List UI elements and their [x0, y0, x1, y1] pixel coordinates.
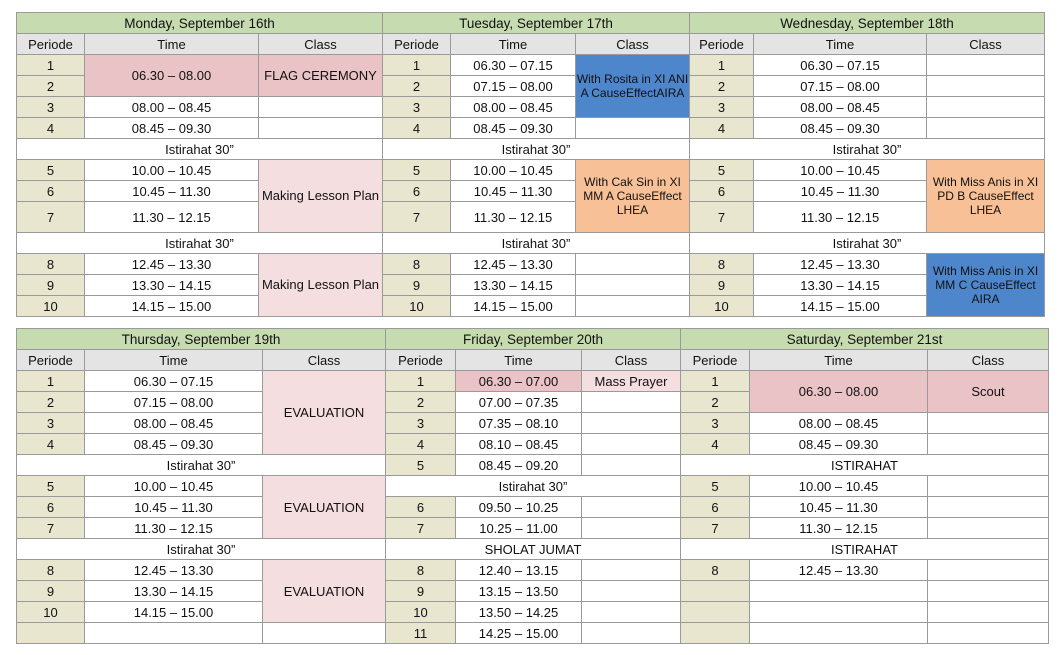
- break-row: Istirahat 30”: [690, 233, 1045, 254]
- period-cell: 4: [383, 118, 451, 139]
- period-cell: 6: [386, 497, 456, 518]
- break-row: ISTIRAHAT: [681, 539, 1049, 560]
- time-cell: 12.40 – 13.15: [456, 560, 582, 581]
- time-cell: 08.00 – 08.45: [451, 97, 576, 118]
- time-cell: 06.30 – 07.15: [85, 371, 263, 392]
- class-cell: [928, 497, 1049, 518]
- time-cell: 10.25 – 11.00: [456, 518, 582, 539]
- column-header-periode: Periode: [690, 34, 754, 55]
- period-cell: 4: [17, 434, 85, 455]
- break-row: Istirahat 30”: [690, 139, 1045, 160]
- period-cell: 8: [17, 560, 85, 581]
- time-cell: 06.30 – 07.15: [451, 55, 576, 76]
- period-cell: 3: [17, 97, 85, 118]
- period-cell: [17, 623, 85, 644]
- class-cell: [263, 623, 386, 644]
- time-cell: 12.45 – 13.30: [451, 254, 576, 275]
- period-cell: 5: [681, 476, 750, 497]
- day-title-tuesday: Tuesday, September 17th: [383, 13, 690, 34]
- period-cell: 8: [383, 254, 451, 275]
- time-cell: 13.30 – 14.15: [451, 275, 576, 296]
- class-cell: With Miss Anis in XI MM C CauseEffect AIRA: [927, 254, 1045, 317]
- class-cell: [582, 434, 681, 455]
- period-cell: 6: [681, 497, 750, 518]
- time-cell: 10.00 – 10.45: [451, 160, 576, 181]
- time-cell: 07.15 – 08.00: [451, 76, 576, 97]
- period-cell: 4: [17, 118, 85, 139]
- time-cell: 08.45 – 09.30: [750, 434, 928, 455]
- time-cell: [85, 623, 263, 644]
- class-cell: Making Lesson Plan: [259, 160, 383, 233]
- class-cell: [576, 254, 690, 275]
- time-cell: [750, 623, 928, 644]
- class-cell: [928, 581, 1049, 602]
- period-cell: 5: [690, 160, 754, 181]
- day-title-wednesday: Wednesday, September 18th: [690, 13, 1045, 34]
- period-cell: 10: [17, 296, 85, 317]
- break-row: SHOLAT JUMAT: [386, 539, 681, 560]
- class-cell: With Miss Anis in XI PD B CauseEffect LHEA: [927, 160, 1045, 233]
- period-cell: 3: [386, 413, 456, 434]
- column-header-time: Time: [85, 34, 259, 55]
- class-cell: EVALUATION: [263, 560, 386, 623]
- period-cell: 7: [690, 202, 754, 233]
- class-cell: [576, 296, 690, 317]
- day-title-friday: Friday, September 20th: [386, 329, 681, 350]
- class-cell: [928, 623, 1049, 644]
- column-header-time: Time: [451, 34, 576, 55]
- period-cell: 8: [690, 254, 754, 275]
- time-cell: 10.00 – 10.45: [750, 476, 928, 497]
- time-cell: 06.30 – 07.15: [754, 55, 927, 76]
- schedule-table-week2: [16, 328, 1049, 644]
- time-cell: 08.45 – 09.30: [85, 434, 263, 455]
- period-cell: 7: [386, 518, 456, 539]
- column-header-class: Class: [928, 350, 1049, 371]
- column-header-periode: Periode: [17, 350, 85, 371]
- period-cell: 3: [383, 97, 451, 118]
- time-cell: 07.35 – 08.10: [456, 413, 582, 434]
- break-row: Istirahat 30”: [17, 539, 386, 560]
- period-cell: 6: [17, 181, 85, 202]
- day-title-monday: Monday, September 16th: [17, 13, 383, 34]
- class-cell: [928, 476, 1049, 497]
- column-header-class: Class: [582, 350, 681, 371]
- period-cell: 4: [690, 118, 754, 139]
- break-row: Istirahat 30”: [386, 476, 681, 497]
- break-row: Istirahat 30”: [17, 233, 383, 254]
- period-cell: [681, 623, 750, 644]
- time-cell: 08.45 – 09.30: [451, 118, 576, 139]
- period-cell: 3: [17, 413, 85, 434]
- time-cell: 08.45 – 09.30: [754, 118, 927, 139]
- class-cell: [927, 97, 1045, 118]
- class-cell: [928, 413, 1049, 434]
- period-cell: 9: [17, 581, 85, 602]
- period-cell: 1: [17, 371, 85, 392]
- class-cell: [582, 455, 681, 476]
- period-cell: 5: [17, 476, 85, 497]
- period-cell: 10: [690, 296, 754, 317]
- class-cell: [582, 497, 681, 518]
- period-cell: 1: [17, 55, 85, 76]
- period-cell: 6: [17, 497, 85, 518]
- period-cell: 5: [17, 160, 85, 181]
- period-cell: 9: [386, 581, 456, 602]
- time-cell: 07.15 – 08.00: [754, 76, 927, 97]
- column-header-class: Class: [263, 350, 386, 371]
- time-cell: 11.30 – 12.15: [754, 202, 927, 233]
- time-cell: [750, 602, 928, 623]
- period-cell: 10: [386, 602, 456, 623]
- time-cell: 08.45 – 09.20: [456, 455, 582, 476]
- time-cell: 10.00 – 10.45: [85, 476, 263, 497]
- time-cell: 13.15 – 13.50: [456, 581, 582, 602]
- column-header-periode: Periode: [681, 350, 750, 371]
- time-cell: 12.45 – 13.30: [85, 560, 263, 581]
- column-header-class: Class: [927, 34, 1045, 55]
- class-cell: Making Lesson Plan: [259, 254, 383, 317]
- class-cell: [259, 97, 383, 118]
- period-cell: 3: [681, 413, 750, 434]
- time-cell: 09.50 – 10.25: [456, 497, 582, 518]
- period-cell: 8: [386, 560, 456, 581]
- period-cell: 10: [383, 296, 451, 317]
- class-cell: [928, 602, 1049, 623]
- time-cell: 11.30 – 12.15: [85, 202, 259, 233]
- time-cell: 12.45 – 13.30: [85, 254, 259, 275]
- period-cell: 5: [383, 160, 451, 181]
- time-cell: 14.15 – 15.00: [451, 296, 576, 317]
- time-cell: 06.30 – 08.00: [85, 55, 259, 97]
- class-cell: [928, 518, 1049, 539]
- period-cell: 11: [386, 623, 456, 644]
- period-cell: 5: [386, 455, 456, 476]
- class-cell: EVALUATION: [263, 371, 386, 455]
- class-cell: [582, 413, 681, 434]
- time-cell: 12.45 – 13.30: [754, 254, 927, 275]
- column-header-class: Class: [576, 34, 690, 55]
- class-cell: [582, 602, 681, 623]
- class-cell: [927, 55, 1045, 76]
- class-cell: [582, 518, 681, 539]
- period-cell: 1: [690, 55, 754, 76]
- class-cell: [927, 118, 1045, 139]
- class-cell: [582, 392, 681, 413]
- column-header-periode: Periode: [386, 350, 456, 371]
- time-cell: 10.00 – 10.45: [85, 160, 259, 181]
- column-header-class: Class: [259, 34, 383, 55]
- period-cell: 4: [386, 434, 456, 455]
- class-cell: [928, 434, 1049, 455]
- period-cell: 2: [681, 392, 750, 413]
- period-cell: 4: [681, 434, 750, 455]
- period-cell: 7: [383, 202, 451, 233]
- class-cell: [582, 623, 681, 644]
- period-cell: 6: [690, 181, 754, 202]
- period-cell: [681, 602, 750, 623]
- break-row: ISTIRAHAT: [681, 455, 1049, 476]
- time-cell: 14.15 – 15.00: [85, 296, 259, 317]
- day-title-thursday: Thursday, September 19th: [17, 329, 386, 350]
- time-cell: 10.45 – 11.30: [85, 181, 259, 202]
- column-header-periode: Periode: [17, 34, 85, 55]
- period-cell: [681, 581, 750, 602]
- class-cell: [582, 581, 681, 602]
- class-cell: EVALUATION: [263, 476, 386, 539]
- break-row: Istirahat 30”: [383, 139, 690, 160]
- period-cell: 2: [17, 392, 85, 413]
- class-cell: With Rosita in XI ANI A CauseEffectAIRA: [576, 55, 690, 118]
- class-cell: With Cak Sin in XI MM A CauseEffect LHEA: [576, 160, 690, 233]
- time-cell: 08.45 – 09.30: [85, 118, 259, 139]
- day-title-saturday: Saturday, September 21st: [681, 329, 1049, 350]
- period-cell: 8: [681, 560, 750, 581]
- period-cell: 9: [690, 275, 754, 296]
- time-cell: 14.15 – 15.00: [754, 296, 927, 317]
- class-cell: [928, 560, 1049, 581]
- time-cell: 11.30 – 12.15: [750, 518, 928, 539]
- time-cell: 10.45 – 11.30: [85, 497, 263, 518]
- period-cell: 2: [690, 76, 754, 97]
- period-cell: 6: [383, 181, 451, 202]
- period-cell: 1: [386, 371, 456, 392]
- time-cell: 08.00 – 08.45: [85, 97, 259, 118]
- time-cell: 08.00 – 08.45: [754, 97, 927, 118]
- time-cell: 11.30 – 12.15: [85, 518, 263, 539]
- time-cell: 14.15 – 15.00: [85, 602, 263, 623]
- time-cell: 06.30 – 07.00: [456, 371, 582, 392]
- class-cell: [576, 118, 690, 139]
- break-row: Istirahat 30”: [17, 455, 386, 476]
- column-header-time: Time: [456, 350, 582, 371]
- time-cell: 13.30 – 14.15: [85, 581, 263, 602]
- class-cell: Mass Prayer: [582, 371, 681, 392]
- time-cell: 13.30 – 14.15: [85, 275, 259, 296]
- class-cell: [582, 560, 681, 581]
- period-cell: 8: [17, 254, 85, 275]
- period-cell: 7: [17, 202, 85, 233]
- time-cell: [750, 581, 928, 602]
- time-cell: 13.30 – 14.15: [754, 275, 927, 296]
- time-cell: 10.45 – 11.30: [750, 497, 928, 518]
- class-cell: [927, 76, 1045, 97]
- column-header-time: Time: [750, 350, 928, 371]
- period-cell: 2: [386, 392, 456, 413]
- time-cell: 14.25 – 15.00: [456, 623, 582, 644]
- time-cell: 08.00 – 08.45: [750, 413, 928, 434]
- break-row: Istirahat 30”: [17, 139, 383, 160]
- time-cell: 10.45 – 11.30: [451, 181, 576, 202]
- time-cell: 07.15 – 08.00: [85, 392, 263, 413]
- period-cell: 9: [17, 275, 85, 296]
- schedule-table-week1: [16, 12, 1045, 317]
- period-cell: 10: [17, 602, 85, 623]
- column-header-time: Time: [85, 350, 263, 371]
- time-cell: 10.45 – 11.30: [754, 181, 927, 202]
- period-cell: 3: [690, 97, 754, 118]
- period-cell: 1: [383, 55, 451, 76]
- class-cell: FLAG CEREMONY: [259, 55, 383, 97]
- time-cell: 13.50 – 14.25: [456, 602, 582, 623]
- class-cell: Scout: [928, 371, 1049, 413]
- break-row: Istirahat 30”: [383, 233, 690, 254]
- period-cell: 2: [383, 76, 451, 97]
- time-cell: 11.30 – 12.15: [451, 202, 576, 233]
- time-cell: 10.00 – 10.45: [754, 160, 927, 181]
- class-cell: [576, 275, 690, 296]
- class-cell: [259, 118, 383, 139]
- column-header-periode: Periode: [383, 34, 451, 55]
- time-cell: 08.00 – 08.45: [85, 413, 263, 434]
- time-cell: 06.30 – 08.00: [750, 371, 928, 413]
- time-cell: 07.00 – 07.35: [456, 392, 582, 413]
- time-cell: 12.45 – 13.30: [750, 560, 928, 581]
- period-cell: 1: [681, 371, 750, 392]
- column-header-time: Time: [754, 34, 927, 55]
- time-cell: 08.10 – 08.45: [456, 434, 582, 455]
- period-cell: 9: [383, 275, 451, 296]
- period-cell: 7: [681, 518, 750, 539]
- period-cell: 2: [17, 76, 85, 97]
- period-cell: 7: [17, 518, 85, 539]
